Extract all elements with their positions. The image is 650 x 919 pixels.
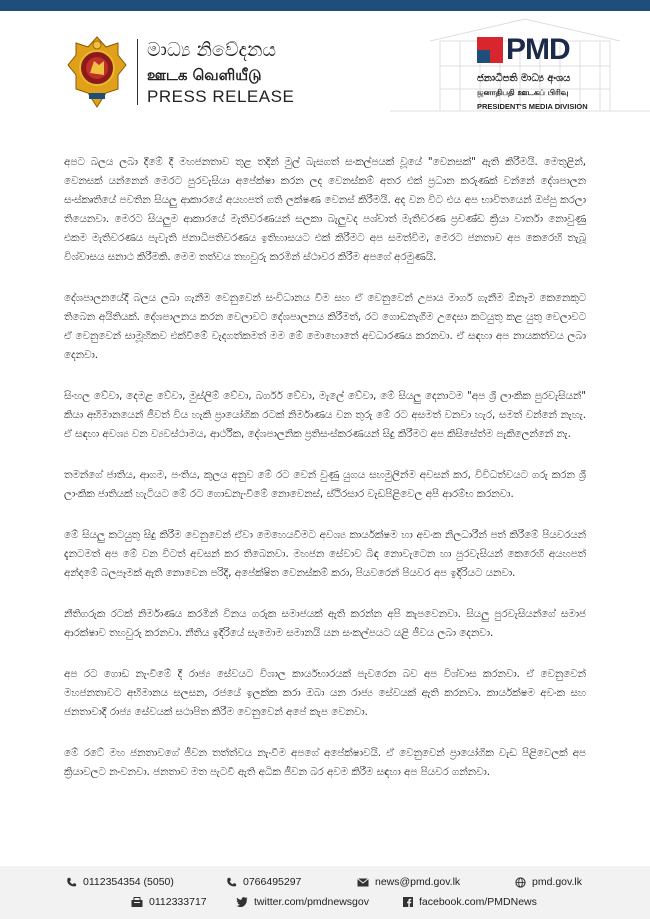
- footer-twitter[interactable]: [236, 896, 369, 908]
- footer-fax: [131, 896, 207, 908]
- press-release-body: [64, 153, 586, 804]
- emblem-icon: [66, 35, 128, 109]
- paragraph: මේ රටේ මහ ජනතාවගේ ජීවන තත්ත්වය නැංවීම අපගේ අපේක්ෂාවයි. ඒ වෙනුවෙන් ප්‍රායෝගික වැඩ පිළිවෙලක් අප ක්‍රියාවලට නංවනවා. ජනතාව මත පැටවී ඇති අධික ජීවන බර අවම කිරීම සඳහා අප පියවර ගන්නවා.: [64, 747, 586, 778]
- footer-mobile: [226, 876, 301, 888]
- paragraph: නීතිගරුක රටක් නිර්මාණය කරමින් විනය ගරුක සමාජයක් ඇති කරන්න අපි කැපවෙනවා. සියලු පුරවැසියන්ගේ සමාජ ආරක්ෂාව තහවුරු කරනවා. නීතිය ඉදිරියේ සැමොම සමානයි යන සංකල්පයට යළි ජීවය ලබා දෙනවා.: [64, 608, 586, 639]
- footer-email[interactable]: [357, 876, 460, 888]
- footer-website[interactable]: [515, 876, 582, 888]
- fax-icon: [131, 897, 143, 908]
- phone-icon: [66, 877, 77, 888]
- footer-phone: [66, 876, 174, 888]
- website-link[interactable]: pmd.gov.lk: [532, 876, 582, 888]
- paragraph: අපට බලය ලබා දීමේ දී මහජනතාව තුළ තදින් මුල් බැසගත් සංකල්පයක් වූයේ "වෙනසක්" ඇති කිරීමයි. මෙතුළින්, වෙනසක් යන්නෙන් මෙරට පුරවැසියා අපේක්ෂා කරන ලද වෙනස්කම් අතර එක් ප්‍රධාන කරුණක් වන්නේ දේශපාලන සංස්කෘතියේ පවතින සියලු ආකාරයේ අයහපත් ගති ලක්ෂණ වෙනස් කිරීමයි. අද වන විට එය අප භාවිතයෙන් ඔප්පු කරලා තියෙනවා. මෙරට සියලුම ආකාරයේ මැතිවරණයන් සලකා බැලුවද පශ්චාත් මැතිවරණ ප්‍රචණ්ඩ ක්‍රියා වාර්තා නොවුණු එකම මැතිවරණය පැවැති ජනාධිපතිවරණය ඉතිහාසයට එක් කිරීමට අප සමත්විම, මෙරට ජනතාව අප කෙරෙහි තැබූ විශ්වාසය සනාථ කිරීමකි. මෙම තත්වය තහවුරු කරමින් ස්ථාවර කිරීම අපගේ අරමුණයි.: [64, 156, 586, 263]
- twitter-icon: [236, 897, 248, 907]
- pmd-logo: [477, 34, 581, 66]
- facebook-icon: [403, 897, 413, 907]
- letterhead: [0, 11, 650, 123]
- title-tamil: ஊடக வெளியீடு: [147, 66, 262, 84]
- paragraph: දේශපාලනයේදී බලය ලබා ගැනීම වෙනුවෙන් සංවිධානය වීම සහ ඒ වෙනුවෙන් උපාය මාර්ග ගැනීම ඕනෑම කෙනෙකුට තිබෙන අයිතියක්. දේශපාලනය කරන වෙලාවට දේශපාලනය කිරීමත්, රට ගොඩනැගීම උදෙසා කටයුතු කළ යුතු වෙලාවට ඒ වෙනුවෙන් සාමූහිකව එක්වීමේ වැදගත්කමත් මම මේ මොහොතේ අවධාරණය කරනවා. ඒ සඳහා අප නායකත්වය ලබා දෙනවා.: [64, 292, 586, 361]
- header-divider: [137, 39, 138, 105]
- pmd-logo-text: PMD: [506, 33, 570, 66]
- email-icon: [357, 878, 369, 887]
- paragraph: අප රට ගොඩ නැංවීමේ දී රාජ්‍ය සේවයට විශාල කාර්යභාරයක් පැවරෙන බව අප විශ්වාස කරනවා. ඒ වෙනුවෙන් මහජනතාවට අභිමානය සලසන, රජයේ ඉලක්ක කරා ඔබා යන රාජ්‍ය සේවයක් ඇති කරනවා. කාර්යක්ෂම අවංක සහ ජනතාවාදී රාජ්‍ය සේවයක් සථාපිත කිරීම වෙනුවෙන් අපේ කැප වෙනවා.: [64, 668, 586, 718]
- paragraph: සිංහල වේවා, දෙමළ වේවා, මුස්ලිම් වේවා, බර්ගර් වේවා, මැලේ වේවා, මේ සියලු දෙනාටම "අප ශ්‍රී ලාංකික පුරවැසියන්" කියා අභිමානයෙන් ජීවත් විය හැකි ප්‍රායෝගික රටක් නිර්මාණය වන තුරු මේ රට අසමත් වනවා හැර, සමත් වන්නේ නැහැ. ඒ සඳහා අවශ්‍ය වන ව්‍යවස්ථාමය, ආර්ථික, දේශපාලනික ප්‍රතිසංස්කරණයන් සිදු කිරීමට අප කිසිසේත්ම පැකිලෙන්නේ නැ.: [64, 390, 586, 440]
- contact-footer: [0, 866, 650, 919]
- division-tamil: ஜனாதிபதி ஊடகப் பிரிவு: [477, 88, 569, 97]
- footer-facebook[interactable]: [403, 896, 537, 908]
- facebook-page[interactable]: facebook.com/PMDNews: [419, 896, 537, 908]
- division-sinhala: ජනාධිපති මාධ්‍ය අංශය: [477, 73, 571, 84]
- globe-icon: [515, 877, 526, 888]
- paragraph: මේ සියලු කටයුතු සිදු කිරීම වෙනුවෙන් ඒවා මෙහෙයවීමට අවශ්‍ය කාර්යක්ෂම හා අවංක නිලධාරීන් පත් කිරීමේ පියවරයන් දැනටමත් අප මේ වන විටත් අවසන් කර තිබෙනවා. මහජන සේවාව බිඳ නොවැටෙන හා පුරවැසියන් කෙරෙහි අයහපත් අන්දමේ බලපෑමක් ඇති නොවෙන පරිදි, අපේක්ෂිත වෙනස්කම් කරා, පියවරෙන් පියවර අප ඉදිරියට යනවා.: [64, 529, 586, 579]
- fax-number: 0112333717: [149, 896, 207, 908]
- top-bar: [0, 0, 650, 11]
- mobile-number: 0766495297: [243, 876, 302, 888]
- paragraph: තමන්ගේ ජාතිය, ආගම, පංතිය, කුලය අනුව මේ රට වෙන් වුණු යුගය සහමුලින්ම අවසන් කර, විවිධත්වයට ගරු කරන ශ්‍රී ලාංකික ජාතියක් හැටියට මේ රට ගොඩනැංවීමේ නොවෙනස්, ස්ථිරසාර වැඩපිළිවෙල අපි ආරම්භ කරනවා.: [64, 469, 586, 500]
- twitter-handle[interactable]: twitter.com/pmdnewsgov: [254, 896, 369, 908]
- mobile-icon: [226, 877, 237, 888]
- email-address[interactable]: news@pmd.gov.lk: [375, 876, 461, 888]
- title-sinhala: මාධ්‍ය නිවේදනය: [147, 39, 277, 61]
- division-english: PRESIDENT'S MEDIA DIVISION: [477, 102, 588, 111]
- title-english: PRESS RELEASE: [147, 87, 295, 106]
- phone-number: 0112354354 (5050): [83, 876, 174, 888]
- pmd-logo-mark: [477, 37, 503, 63]
